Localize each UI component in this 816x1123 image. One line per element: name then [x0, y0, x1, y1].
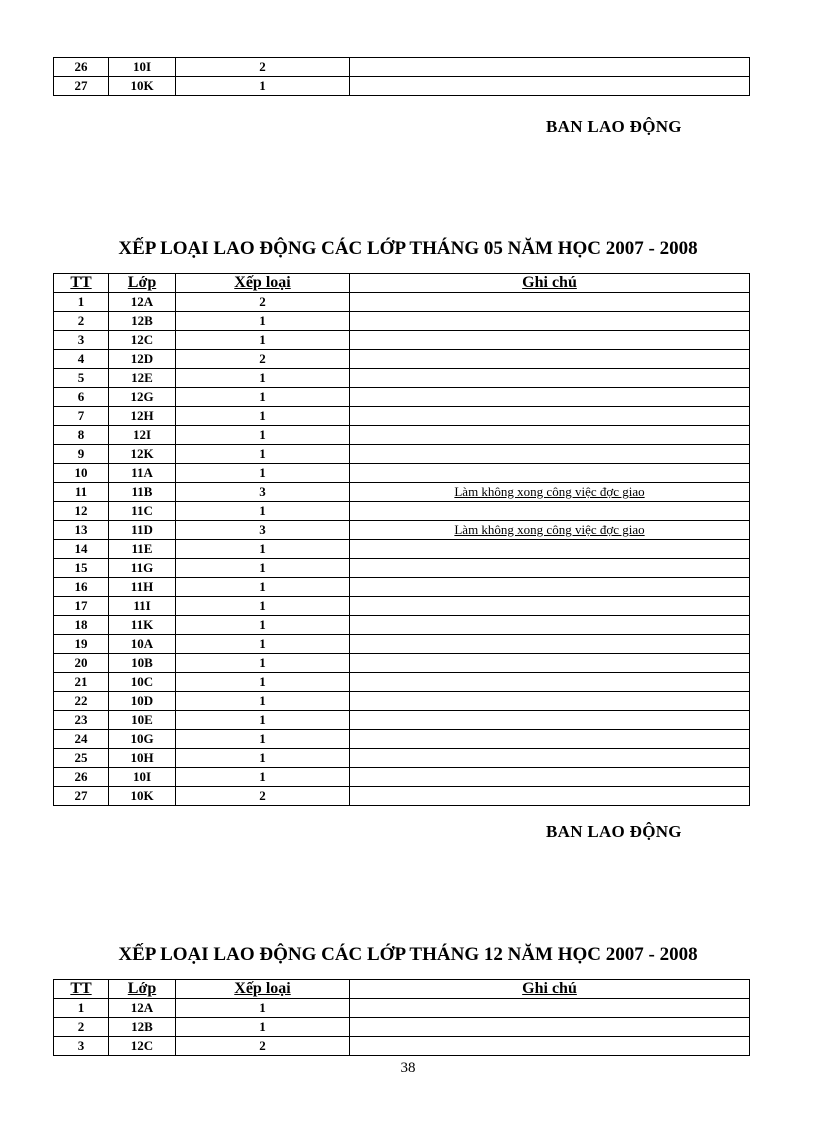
cell-ghi-chu — [350, 540, 750, 559]
cell-xep-loai: 1 — [176, 331, 350, 350]
cell-ghi-chu — [350, 730, 750, 749]
cell-xep-loai: 2 — [176, 350, 350, 369]
cell-xep-loai: 1 — [176, 711, 350, 730]
cell-xep-loai: 1 — [176, 407, 350, 426]
table-row — [54, 58, 750, 77]
header-lop: Lớp — [109, 274, 176, 293]
cell-xep-loai: 1 — [176, 999, 350, 1018]
cell-ghi-chu — [350, 293, 750, 312]
header-lop: Lớp — [109, 980, 176, 999]
cell-ghi-chu — [350, 350, 750, 369]
table-row — [54, 521, 750, 540]
table-row — [54, 464, 750, 483]
cell-xep-loai: 1 — [176, 502, 350, 521]
header-xep-loai: Xếp loại — [176, 980, 350, 999]
table-row — [54, 787, 750, 806]
table-row — [54, 540, 750, 559]
cell-ghi-chu — [350, 635, 750, 654]
cell-lop: 11C — [109, 502, 176, 521]
cell-lop: 10C — [109, 673, 176, 692]
header-row — [54, 980, 750, 999]
cell-lop: 11K — [109, 616, 176, 635]
cell-lop: 12K — [109, 445, 176, 464]
table-row — [54, 597, 750, 616]
cell-tt: 9 — [54, 445, 109, 464]
cell-tt: 19 — [54, 635, 109, 654]
cell-lop: 12I — [109, 426, 176, 445]
table-dec — [53, 979, 750, 1056]
table-row — [54, 350, 750, 369]
header-tt: TT — [54, 980, 109, 999]
cell-lop: 12D — [109, 350, 176, 369]
cell-ghi-chu — [350, 999, 750, 1018]
cell-xep-loai: 1 — [176, 1018, 350, 1037]
cell-ghi-chu — [350, 616, 750, 635]
cell-tt: 1 — [54, 999, 109, 1018]
cell-lop: 12A — [109, 999, 176, 1018]
cell-lop: 12B — [109, 312, 176, 331]
cell-ghi-chu — [350, 1018, 750, 1037]
cell-tt: 10 — [54, 464, 109, 483]
cell-ghi-chu — [350, 331, 750, 350]
cell-tt: 13 — [54, 521, 109, 540]
table-row — [54, 654, 750, 673]
cell-xep-loai: 1 — [176, 312, 350, 331]
cell-xep-loai: 2 — [176, 58, 350, 77]
cell-lop: 10G — [109, 730, 176, 749]
cell-ghi-chu — [350, 312, 750, 331]
table-row — [54, 388, 750, 407]
header-xep-loai: Xếp loại — [176, 274, 350, 293]
cell-tt: 26 — [54, 58, 109, 77]
cell-ghi-chu — [350, 768, 750, 787]
cell-ghi-chu — [350, 578, 750, 597]
cell-lop: 11G — [109, 559, 176, 578]
cell-tt: 11 — [54, 483, 109, 502]
header-ghi-chu: Ghi chú — [350, 274, 750, 293]
table-row — [54, 768, 750, 787]
table-row — [54, 331, 750, 350]
cell-lop: 11D — [109, 521, 176, 540]
cell-ghi-chu — [350, 692, 750, 711]
cell-ghi-chu — [350, 58, 750, 77]
cell-ghi-chu — [350, 369, 750, 388]
cell-tt: 2 — [54, 312, 109, 331]
cell-xep-loai: 1 — [176, 730, 350, 749]
cell-xep-loai: 3 — [176, 521, 350, 540]
cell-xep-loai: 1 — [176, 768, 350, 787]
table-row — [54, 426, 750, 445]
table-row — [54, 578, 750, 597]
cell-ghi-chu: Làm không xong công việc đợc giao — [350, 521, 750, 540]
cell-tt: 24 — [54, 730, 109, 749]
cell-tt: 27 — [54, 787, 109, 806]
cell-lop: 10B — [109, 654, 176, 673]
cell-tt: 6 — [54, 388, 109, 407]
header-ghi-chu: Ghi chú — [350, 980, 750, 999]
cell-tt: 27 — [54, 77, 109, 96]
table-row — [54, 711, 750, 730]
table-row — [54, 559, 750, 578]
cell-tt: 1 — [54, 293, 109, 312]
cell-tt: 15 — [54, 559, 109, 578]
cell-lop: 12H — [109, 407, 176, 426]
cell-tt: 14 — [54, 540, 109, 559]
cell-xep-loai: 1 — [176, 369, 350, 388]
page-number: 38 — [400, 1060, 416, 1076]
cell-tt: 26 — [54, 768, 109, 787]
table-row — [54, 999, 750, 1018]
cell-lop: 10D — [109, 692, 176, 711]
cell-ghi-chu — [350, 559, 750, 578]
cell-ghi-chu — [350, 464, 750, 483]
cell-tt: 3 — [54, 1037, 109, 1056]
cell-xep-loai: 3 — [176, 483, 350, 502]
cell-lop: 11I — [109, 597, 176, 616]
cell-xep-loai: 1 — [176, 388, 350, 407]
cell-lop: 12A — [109, 293, 176, 312]
cell-tt: 22 — [54, 692, 109, 711]
cell-lop: 10I — [109, 768, 176, 787]
cell-xep-loai: 1 — [176, 578, 350, 597]
cell-tt: 7 — [54, 407, 109, 426]
signature-ban-lao-dong-1: BAN LAO ĐỘNG — [546, 117, 682, 136]
cell-xep-loai: 2 — [176, 787, 350, 806]
cell-lop: 11B — [109, 483, 176, 502]
continuation-table — [53, 57, 750, 96]
cell-tt: 4 — [54, 350, 109, 369]
table-row — [54, 407, 750, 426]
table-row — [54, 483, 750, 502]
cell-lop: 12E — [109, 369, 176, 388]
cell-ghi-chu — [350, 597, 750, 616]
cell-tt: 18 — [54, 616, 109, 635]
cell-xep-loai: 1 — [176, 673, 350, 692]
cell-xep-loai: 1 — [176, 616, 350, 635]
title-dec: XẾP LOẠI LAO ĐỘNG CÁC LỚP THÁNG 12 NĂM HỌC 2007 - 2008 — [118, 944, 698, 965]
table-row — [54, 692, 750, 711]
cell-ghi-chu — [350, 502, 750, 521]
cell-xep-loai: 1 — [176, 464, 350, 483]
table-row — [54, 1018, 750, 1037]
cell-lop: 11H — [109, 578, 176, 597]
cell-ghi-chu — [350, 749, 750, 768]
cell-ghi-chu — [350, 407, 750, 426]
table-row — [54, 369, 750, 388]
cell-lop: 12G — [109, 388, 176, 407]
cell-lop: 10K — [109, 77, 176, 96]
cell-tt: 25 — [54, 749, 109, 768]
cell-tt: 23 — [54, 711, 109, 730]
cell-xep-loai: 1 — [176, 597, 350, 616]
cell-tt: 21 — [54, 673, 109, 692]
header-row — [54, 274, 750, 293]
cell-lop: 10E — [109, 711, 176, 730]
signature-ban-lao-dong-2: BAN LAO ĐỘNG — [546, 822, 682, 841]
cell-tt: 16 — [54, 578, 109, 597]
cell-ghi-chu: Làm không xong công việc đợc giao — [350, 483, 750, 502]
cell-ghi-chu — [350, 445, 750, 464]
cell-tt: 20 — [54, 654, 109, 673]
cell-xep-loai: 1 — [176, 692, 350, 711]
cell-lop: 11E — [109, 540, 176, 559]
cell-ghi-chu — [350, 654, 750, 673]
cell-lop: 10I — [109, 58, 176, 77]
cell-lop: 12B — [109, 1018, 176, 1037]
cell-ghi-chu — [350, 388, 750, 407]
cell-ghi-chu — [350, 426, 750, 445]
cell-xep-loai: 2 — [176, 293, 350, 312]
table-row — [54, 77, 750, 96]
table-row — [54, 673, 750, 692]
cell-ghi-chu — [350, 77, 750, 96]
table-row — [54, 1037, 750, 1056]
cell-xep-loai: 1 — [176, 635, 350, 654]
cell-lop: 10A — [109, 635, 176, 654]
cell-ghi-chu — [350, 711, 750, 730]
table-row — [54, 730, 750, 749]
title-may: XẾP LOẠI LAO ĐỘNG CÁC LỚP THÁNG 05 NĂM HỌC 2007 - 2008 — [118, 238, 698, 259]
header-tt: TT — [54, 274, 109, 293]
table-row — [54, 312, 750, 331]
table-row — [54, 616, 750, 635]
table-row — [54, 293, 750, 312]
table-may — [53, 273, 750, 806]
cell-tt: 8 — [54, 426, 109, 445]
table-row — [54, 502, 750, 521]
table-row — [54, 749, 750, 768]
cell-lop: 12C — [109, 1037, 176, 1056]
table-row — [54, 635, 750, 654]
cell-tt: 2 — [54, 1018, 109, 1037]
cell-tt: 3 — [54, 331, 109, 350]
cell-xep-loai: 1 — [176, 749, 350, 768]
cell-tt: 17 — [54, 597, 109, 616]
cell-lop: 11A — [109, 464, 176, 483]
cell-lop: 12C — [109, 331, 176, 350]
cell-ghi-chu — [350, 1037, 750, 1056]
cell-lop: 10H — [109, 749, 176, 768]
cell-xep-loai: 1 — [176, 77, 350, 96]
cell-tt: 12 — [54, 502, 109, 521]
cell-tt: 5 — [54, 369, 109, 388]
cell-xep-loai: 2 — [176, 1037, 350, 1056]
cell-xep-loai: 1 — [176, 426, 350, 445]
cell-ghi-chu — [350, 673, 750, 692]
cell-ghi-chu — [350, 787, 750, 806]
cell-xep-loai: 1 — [176, 654, 350, 673]
cell-xep-loai: 1 — [176, 445, 350, 464]
table-row — [54, 445, 750, 464]
cell-xep-loai: 1 — [176, 559, 350, 578]
cell-lop: 10K — [109, 787, 176, 806]
cell-xep-loai: 1 — [176, 540, 350, 559]
